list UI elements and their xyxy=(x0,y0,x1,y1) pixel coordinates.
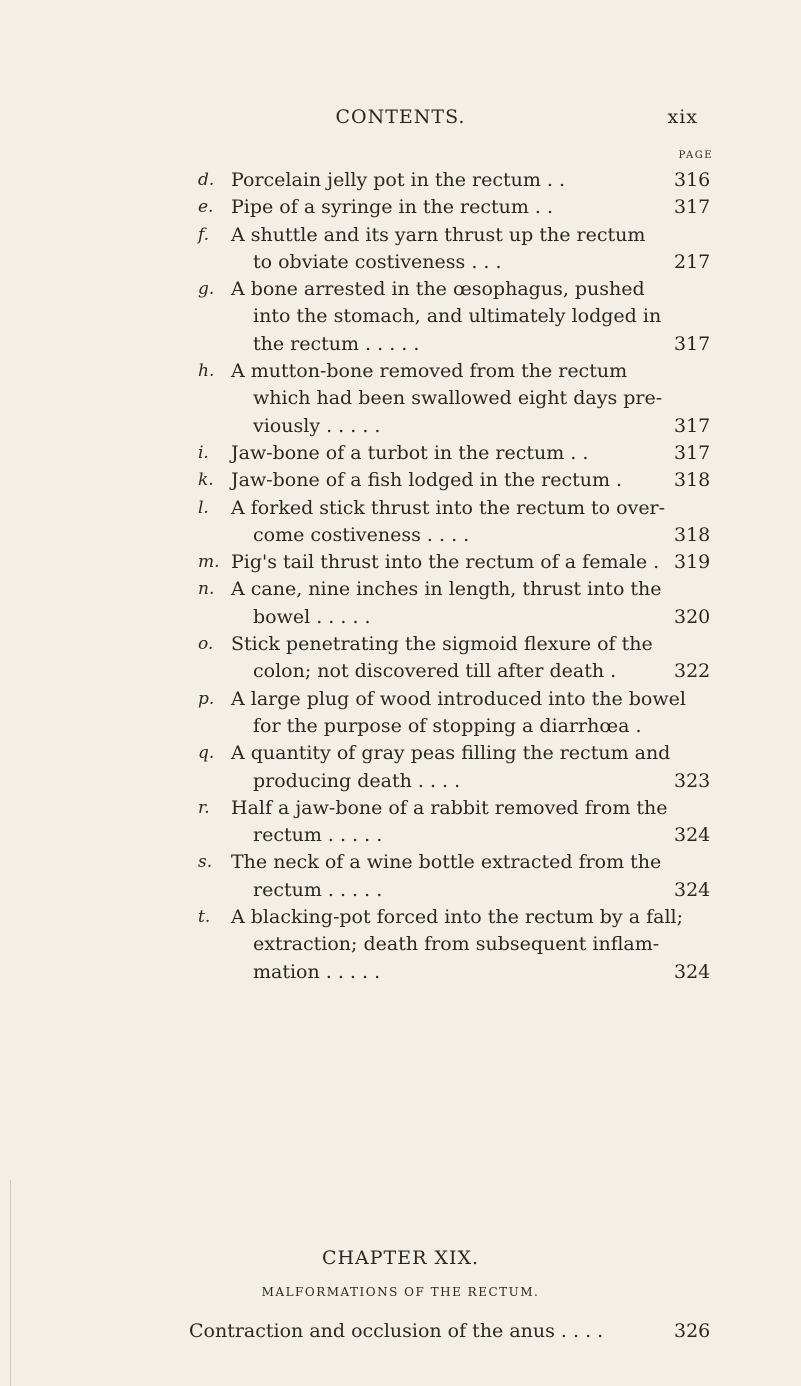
entry-text: Stick penetrating the sigmoid flexure of the xyxy=(231,633,653,656)
contents-entry xyxy=(0,904,801,986)
entry-letter: i. xyxy=(198,442,209,463)
entry-text-wrap xyxy=(253,931,659,958)
page-column-label: PAGE xyxy=(678,150,713,161)
entry-line xyxy=(0,631,801,658)
entry-page-number: 322 xyxy=(674,660,711,683)
entry-page-number: 324 xyxy=(674,824,711,847)
entry-letter: h. xyxy=(198,361,215,382)
entry-letter: o. xyxy=(198,634,214,655)
entry-page-number: 317 xyxy=(674,196,711,219)
entry-page-number: 320 xyxy=(674,605,711,628)
entry-letter: q. xyxy=(198,743,215,764)
entry-text-wrap xyxy=(231,740,670,767)
entry-line xyxy=(0,795,801,822)
leader-dots: . . . . . xyxy=(320,414,381,437)
entry-text: into the stomach, and ultimately lodged in xyxy=(253,305,662,328)
entry-text-wrap xyxy=(231,495,665,522)
leader-dots: . xyxy=(609,469,623,492)
entry-text: A shuttle and its yarn thrust up the rectum xyxy=(231,223,646,246)
contents-entry xyxy=(0,276,801,358)
entry-line xyxy=(0,904,801,931)
entry-text-wrap xyxy=(231,576,662,603)
entry-text: Half a jaw-bone of a rabbit removed from the xyxy=(231,796,668,819)
entry-text-wrap xyxy=(253,331,419,358)
page-edge-line xyxy=(10,1180,11,1386)
entry-line xyxy=(0,658,801,685)
entry-letter: t. xyxy=(198,907,211,928)
entry-text-wrap xyxy=(253,385,662,412)
entry-letter: s. xyxy=(198,852,213,873)
entry-text-wrap xyxy=(231,467,622,494)
entry-letter: f. xyxy=(198,224,210,245)
entry-text: A cane, nine inches in length, thrust into the xyxy=(231,578,662,601)
contents-entry xyxy=(0,194,801,221)
entry-letter: m. xyxy=(198,552,220,573)
entry-text-wrap xyxy=(253,959,380,986)
entry-text-wrap xyxy=(253,413,380,440)
contents-entry xyxy=(0,849,801,904)
entry-page-number: 326 xyxy=(674,1320,711,1342)
entry-line xyxy=(0,276,801,303)
leader-dots: . . xyxy=(540,169,566,191)
entry-line xyxy=(0,686,801,713)
entry-page-number: 323 xyxy=(674,769,711,792)
entry-text-wrap xyxy=(231,358,627,385)
entry-text-wrap xyxy=(253,877,382,904)
entry-text: Contraction and occlusion of the anus xyxy=(189,1320,555,1342)
entry-text-wrap xyxy=(253,249,502,276)
entry-text: A quantity of gray peas filling the rectum and xyxy=(231,742,671,765)
chapter-title: CHAPTER XIX. xyxy=(321,1247,480,1269)
entry-text: Jaw-bone of a turbot in the rectum xyxy=(231,441,565,464)
entry-text-wrap xyxy=(231,222,645,249)
contents-entry xyxy=(0,576,801,631)
entry-text-wrap xyxy=(231,276,645,303)
entry-text-wrap xyxy=(253,713,642,740)
entry-text-wrap xyxy=(231,795,668,822)
contents-entry xyxy=(0,440,801,467)
entry-page-number: 324 xyxy=(674,960,711,983)
entry-text-wrap xyxy=(231,194,553,221)
entry-letter: n. xyxy=(198,579,215,600)
contents-entry xyxy=(0,358,801,440)
entry-page-number: 317 xyxy=(674,414,711,437)
entry-text: producing death xyxy=(253,769,412,792)
leader-dots: . . xyxy=(564,441,589,464)
leader-dots: . . xyxy=(528,196,554,219)
entry-text-wrap xyxy=(253,522,469,549)
entry-line xyxy=(0,413,801,440)
contents-entry xyxy=(0,495,801,550)
contents-entry xyxy=(0,222,801,277)
contents-entry xyxy=(0,686,801,741)
entry-letter: d. xyxy=(198,170,215,190)
entry-text-wrap xyxy=(231,440,588,467)
entry-page-number: 217 xyxy=(674,250,711,273)
entry-text: Pipe of a syringe in the rectum xyxy=(231,196,529,219)
contents-entry-final xyxy=(189,1318,711,1345)
entry-line xyxy=(0,249,801,276)
entry-letter: p. xyxy=(198,688,215,709)
header-page-number: xix xyxy=(667,106,698,128)
entry-page-number: 318 xyxy=(674,469,711,492)
entry-line xyxy=(0,222,801,249)
entry-text-wrap xyxy=(253,303,661,330)
entry-line xyxy=(0,467,801,494)
entry-text-wrap xyxy=(253,658,616,685)
entry-text: rectum xyxy=(253,878,322,901)
header-title: CONTENTS. xyxy=(335,106,466,128)
entry-text: Porcelain jelly pot in the rectum xyxy=(231,169,541,191)
entry-letter: l. xyxy=(198,497,209,518)
entry-line xyxy=(0,713,801,740)
entry-page-number: 319 xyxy=(674,551,711,574)
entry-text: viously xyxy=(253,414,321,437)
entry-line xyxy=(0,576,801,603)
leader-dots: . xyxy=(629,714,642,737)
running-header xyxy=(0,106,801,136)
entry-text-wrap xyxy=(231,849,661,876)
entry-text: A forked stick thrust into the rectum to over- xyxy=(231,496,666,519)
entry-text: A large plug of wood introduced into the bowel xyxy=(231,687,686,710)
entry-line xyxy=(0,167,801,194)
entry-text-wrap xyxy=(253,768,460,795)
entry-text: come costiveness xyxy=(253,523,421,546)
leader-dots: . . . . . xyxy=(321,878,383,901)
entry-line xyxy=(0,522,801,549)
entry-line xyxy=(0,959,801,986)
entry-text: mation xyxy=(253,960,320,983)
entry-text-wrap xyxy=(253,822,382,849)
contents-entry xyxy=(0,167,801,194)
contents-entry xyxy=(0,795,801,850)
entry-line xyxy=(0,604,801,631)
entry-text: to obviate costiveness xyxy=(253,250,466,273)
chapter-subtitle: MALFORMATIONS OF THE RECTUM. xyxy=(261,1285,540,1299)
contents-entry xyxy=(0,740,801,795)
leader-dots: . . . xyxy=(465,250,502,273)
leader-dots: . . . . . xyxy=(321,824,383,847)
entry-text: which had been swallowed eight days pre- xyxy=(253,387,663,410)
entry-page-number: 324 xyxy=(674,878,711,901)
entry-page-number: 316 xyxy=(674,169,711,191)
contents-entry xyxy=(0,467,801,494)
entry-text: rectum xyxy=(253,824,322,847)
entry-page-number: 317 xyxy=(674,441,711,464)
entry-text: bowel xyxy=(253,605,311,628)
entry-text: The neck of a wine bottle extracted from the xyxy=(231,851,662,874)
entry-text: Jaw-bone of a fish lodged in the rectum xyxy=(231,469,610,492)
contents-entry xyxy=(0,631,801,686)
leader-dots: . . . . xyxy=(411,769,461,792)
leader-dots: . xyxy=(647,551,660,574)
entry-text: Pig's tail thrust into the rectum of a female xyxy=(231,551,648,574)
entry-text-wrap xyxy=(231,167,565,194)
entry-line xyxy=(0,549,801,576)
entry-line xyxy=(0,740,801,767)
entry-text-wrap xyxy=(231,631,653,658)
entry-line xyxy=(0,194,801,221)
leader-dots: . . . . . xyxy=(319,960,381,983)
entry-text: extraction; death from subsequent inflam- xyxy=(253,933,660,956)
entry-text: A blacking-pot forced into the rectum by a fall; xyxy=(231,906,683,929)
entry-line xyxy=(0,385,801,412)
entry-line xyxy=(0,440,801,467)
entry-letter: r. xyxy=(198,797,210,818)
entry-text-wrap xyxy=(231,549,659,576)
entry-line xyxy=(0,331,801,358)
entry-text: A bone arrested in the œsophagus, pushed xyxy=(231,278,645,301)
entry-letter: k. xyxy=(198,470,214,491)
entry-line xyxy=(0,358,801,385)
entry-text: A mutton-bone removed from the rectum xyxy=(231,360,628,383)
leader-dots: . . . . . xyxy=(359,332,420,355)
entry-page-number: 317 xyxy=(674,332,711,355)
entry-letter: g. xyxy=(198,279,215,300)
contents-entry xyxy=(0,549,801,576)
leader-dots: . . . . xyxy=(554,1320,604,1342)
entry-line xyxy=(0,822,801,849)
entry-text: the rectum xyxy=(253,332,360,355)
entry-line xyxy=(0,768,801,795)
leader-dots: . . . . xyxy=(420,523,470,546)
leader-dots: . xyxy=(604,660,617,683)
contents-list xyxy=(0,167,801,986)
entry-line xyxy=(0,849,801,876)
entry-text-wrap xyxy=(253,604,371,631)
leader-dots: . . . . . xyxy=(310,605,371,628)
entry-text: for the purpose of stopping a diarrhœa xyxy=(253,714,630,737)
entry-page-number: 318 xyxy=(674,523,711,546)
entry-line xyxy=(0,495,801,522)
entry-line xyxy=(0,303,801,330)
entry-line xyxy=(0,931,801,958)
entry-text-wrap xyxy=(231,686,686,713)
entry-line xyxy=(0,877,801,904)
entry-text: colon; not discovered till after death xyxy=(253,660,605,683)
entry-text-wrap xyxy=(231,904,683,931)
entry-letter: e. xyxy=(198,197,214,218)
